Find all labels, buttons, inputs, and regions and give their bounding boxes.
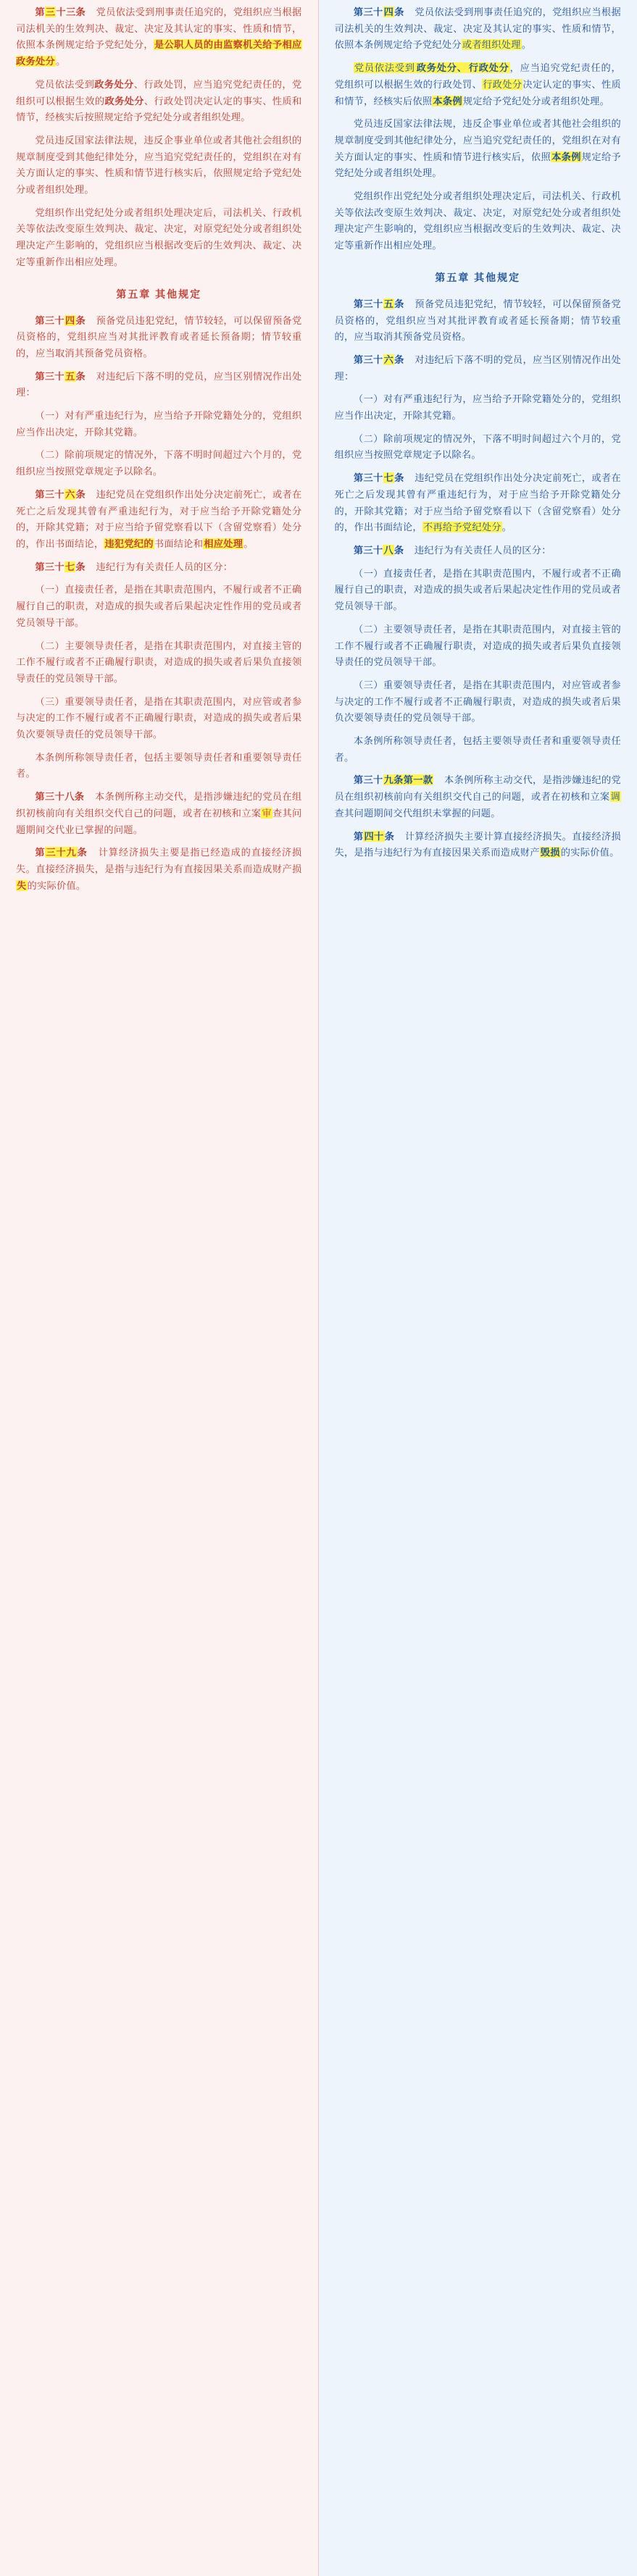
article-paragraph: 第三十四条 预备党员违犯党纪，情节较轻，可以保留预备党员资格的，党组织应当对其批评教育或者延长预备期；情节较重的，应当取消其预备党员资格。 [16,314,302,359]
sub-paragraph: （三）重要领导责任者，是指在其职责范围内，对应管或者参与决定的工作不履行或者不正确履行职责，对造成的损失或者后果负次要领导责任的党员领导干部。 [334,679,621,724]
article-paragraph: 第三十三条 党员依法受到刑事责任追究的，党组织应当根据司法机关的生效判决、裁定、决定及其认定的事实、性质和情节，依照本条例规定给予党纪处分，是公职人员的由监察机关给予相应政务处分。 [16,7,302,67]
chapter-heading: 第五章 其他规定 [435,271,521,283]
article-paragraph: 第三十六条 对违纪后下落不明的党员，应当区别情况作出处理： [334,354,621,382]
article-paragraph: 党员违反国家法律法规，违反企事业单位或者其他社会组织的规章制度受到其他纪律处分，应当追究党纪责任的，党组织在对有关方面认定的事实、性质和情节进行核实后，依照本条例规定给予党纪处分或者组织处理。 [334,118,621,179]
bold-span: 政务处分 [94,78,134,90]
highlight-span: 不再给予党纪处分 [422,522,501,533]
highlight-bold-span: 本条例 [433,95,462,106]
article-number: 第三十七条 [35,561,86,572]
highlight-span: 四 [383,7,394,17]
highlight-bold-span: 毁损 [540,847,560,858]
article-number: 第三十五条 [353,298,404,309]
article-number: 第三十四条 [35,314,86,326]
article-number: 第四十条 [353,830,395,842]
highlight-span: 行政处分 [483,78,522,90]
highlight-span: 五 [64,370,75,382]
sub-paragraph: （一）直接责任者，是指在其职责范围内，不履行或者不正确履行自己的职责，对造成的损失或者后果起决定性作用的党员或者党员领导干部。 [334,567,621,612]
highlight-bold-span: 相应处理 [204,538,243,549]
article-number: 第三十八条 [353,544,404,556]
article-number: 第三十七条 [353,472,404,484]
highlight-span: 三 [45,7,56,17]
article-paragraph: 党组织作出党纪处分或者组织处理决定后，司法机关、行政机关等依法改变原生效判决、裁定、决定，对原党纪处分或者组织处理决定产生影响的，党组织应当根据改变后的生效判决、裁定、决定等重新作出相应处理。 [16,206,302,267]
article-paragraph: 党员违反国家法律法规，违反企事业单位或者其他社会组织的规章制度受到其他纪律处分，应当追究党纪责任的，党组织在对有关方面认定的事实、性质和情节进行核实后，依照规定给予党纪处分或者组织处理。 [16,134,302,196]
article-paragraph: 党组织作出党纪处分或者组织处理决定后，司法机关、行政机关等依法改变原生效判决、裁定、决定，对原党纪处分或者组织处理决定产生影响的，党组织应当根据改变后的生效判决、裁定、决定等重新作出相应处理。 [334,191,621,251]
article-paragraph: 第三十八条 本条例所称主动交代，是指涉嫌违纪的党员在组织初核前向有关组织交代自己的问题，或者在初核和立案审查其问题期间交代业已掌握的问题。 [16,791,302,835]
article-paragraph: 第三十五条 对违纪后下落不明的党员，应当区别情况作出处理： [16,370,302,398]
article-number: 第三十八条 [35,791,85,803]
article-paragraph: 第三十七条 违纪行为有关责任人员的区分： [35,561,233,572]
article-number: 第三十九条 [35,847,88,858]
highlight-span: 五 [383,298,394,309]
article-number: 第三十三条 [35,7,86,17]
highlight-bold-span: 违犯党纪的 [104,538,154,549]
sub-paragraph: （二）主要领导责任者，是指在其职责范围内，对直接主管的工作不履行或者不正确履行职责，对造成的损失或者后果负直接领导责任的党员领导干部。 [16,640,302,684]
article-paragraph: 第三十九条 计算经济损失主要是指已经造成的直接经济损失。直接经济损失，是指与违纪行为有直接因果关系而造成财产损失的实际价值。 [16,847,302,891]
sub-paragraph: （二）主要领导责任者，是指在其职责范围内，对直接主管的工作不履行或者不正确履行职责，对造成的损失或者后果负直接领导责任的党员领导干部。 [334,623,621,668]
highlight-span: 六 [383,354,394,365]
highlight-span: 六 [64,488,75,500]
highlight-bold-span: 失 [17,879,27,891]
article-paragraph: 党员依法受到 政务处分、 行政处分，应当追究党纪责任的，党组织可以根据生效的行政处罚、行政处分决定认定的事实、性质和情节，经核实后依照本条例规定给予党纪处分或者组织处理。 [334,62,622,106]
sub-paragraph: （二）除前项规定的情况外，下落不明时间超过六个月的，党组织应当按照党章规定予以除名。 [16,449,302,477]
article-paragraph: 第三十六条 违纪党员在党组织作出处分决定前死亡，或者在死亡之后发现其曾有严重违纪行为，对于应当给予开除党籍处分的，开除其党籍；对于应当给予留党察看以下（含留党察看）处分的，作出书面结论，违犯党纪的书面结论和相应处理。 [16,488,302,549]
sub-paragraph: 本条例所称领导责任者，包括主要领导责任者和重要领导责任者。 [16,751,302,779]
sub-paragraph: （二）除前项规定的情况外，下落不明时间超过六个月的，党组织应当按照党章规定予以除名。 [334,432,621,461]
article-paragraph: 第三十五条 预备党员违犯党纪，情节较轻，可以保留预备党员资格的，党组织应当对其批评教育或者延长预备期；情节较重的，应当取消其预备党员资格。 [334,298,621,343]
highlight-bold-span: 行政处分 [468,62,509,74]
highlight-span: 或者组织处理 [462,39,521,51]
highlight-bold-span: 是公职人员的由监察机关给予相应政务处分 [16,39,302,67]
sub-paragraph: （一）对有严重违纪行为，应当给予开除党籍处分的，党组织应当作出决定，开除其党籍。 [334,393,621,422]
article-paragraph: 第三十四条 党员依法受到刑事责任追究的，党组织应当根据司法机关的生效判决、裁定、决定及其认定的事实、性质和情节，依照本条例规定给予党纪处分或者组织处理。 [334,7,621,51]
highlight-span: 八 [383,544,394,556]
article-paragraph: 第三十九条第一款 本条例所称主动交代，是指涉嫌违纪的党员在组织初核前向有关组织交代自己的问题，或者在初核和立案调查其问题期间交代组织未掌握的问题。 [334,774,621,819]
sub-paragraph: （一）直接责任者，是指在其职责范围内，不履行或者不正确履行自己的职责，对造成的损失或者后果起决定性作用的党员或者党员领导干部。 [16,584,302,628]
highlight-span: 四十 [364,830,384,842]
article-paragraph: 第四十条 计算经济损失主要计算直接经济损失。直接经济损失，是指与违纪行为有直接因果关系而造成财产毁损的实际价值。 [334,830,621,858]
article-number: 第三十六条 [353,354,404,365]
article-paragraph: 党员依法受到政务处分、行政处罚，应当追究党纪责任的，党组织可以根据生效的政务处分、行政处罚决定认定的事实、性质和情节，经核实后按照规定给予党纪处分或者组织处理。 [16,78,302,123]
highlight-span: 九条第一款 [383,774,433,786]
article-paragraph: 第三十八条 违纪行为有关责任人员的区分： [353,544,551,556]
highlight-bold-span: 政务处分、 [416,62,467,74]
bold-span: 政务处分 [104,95,144,106]
article-number: 第三十六条 [35,488,86,500]
sub-paragraph: 本条例所称领导责任者，包括主要领导责任者和重要领导责任者。 [334,735,621,763]
article-paragraph: 第三十七条 违纪党员在党组织作出处分决定前死亡，或者在死亡之后发现其曾有严重违纪行为，对于应当给予开除党籍处分的，开除其党籍；对于应当给予留党察看以下（含留党察看）处分的，作出书面结论，不再给予党纪处分。 [334,472,621,533]
column-after-revision [319,0,637,2576]
highlight-span: 三十九 [46,847,77,858]
highlight-span: 四 [64,314,75,326]
article-number: 第三十四条 [353,7,404,17]
highlight-span: 党员依法受到 [354,62,415,74]
article-number: 第三十九条第一款 [353,774,433,786]
sub-paragraph: （三）重要领导责任者，是指在其职责范围内，对应管或者参与决定的工作不履行或者不正确履行职责，对造成的损失或者后果负次要领导责任的党员领导干部。 [16,695,302,740]
highlight-span: 七 [383,472,394,484]
highlight-span: 调 [610,791,620,803]
chapter-heading: 第五章 其他规定 [116,288,202,300]
sub-paragraph: （一）对有严重违纪行为，应当给予开除党籍处分的，党组织应当作出决定，开除其党籍。 [16,410,302,438]
highlight-span: 审 [262,807,272,819]
article-number: 第三十五条 [35,370,86,382]
highlight-span: 七 [64,561,75,572]
highlight-bold-span: 本条例 [551,151,581,162]
